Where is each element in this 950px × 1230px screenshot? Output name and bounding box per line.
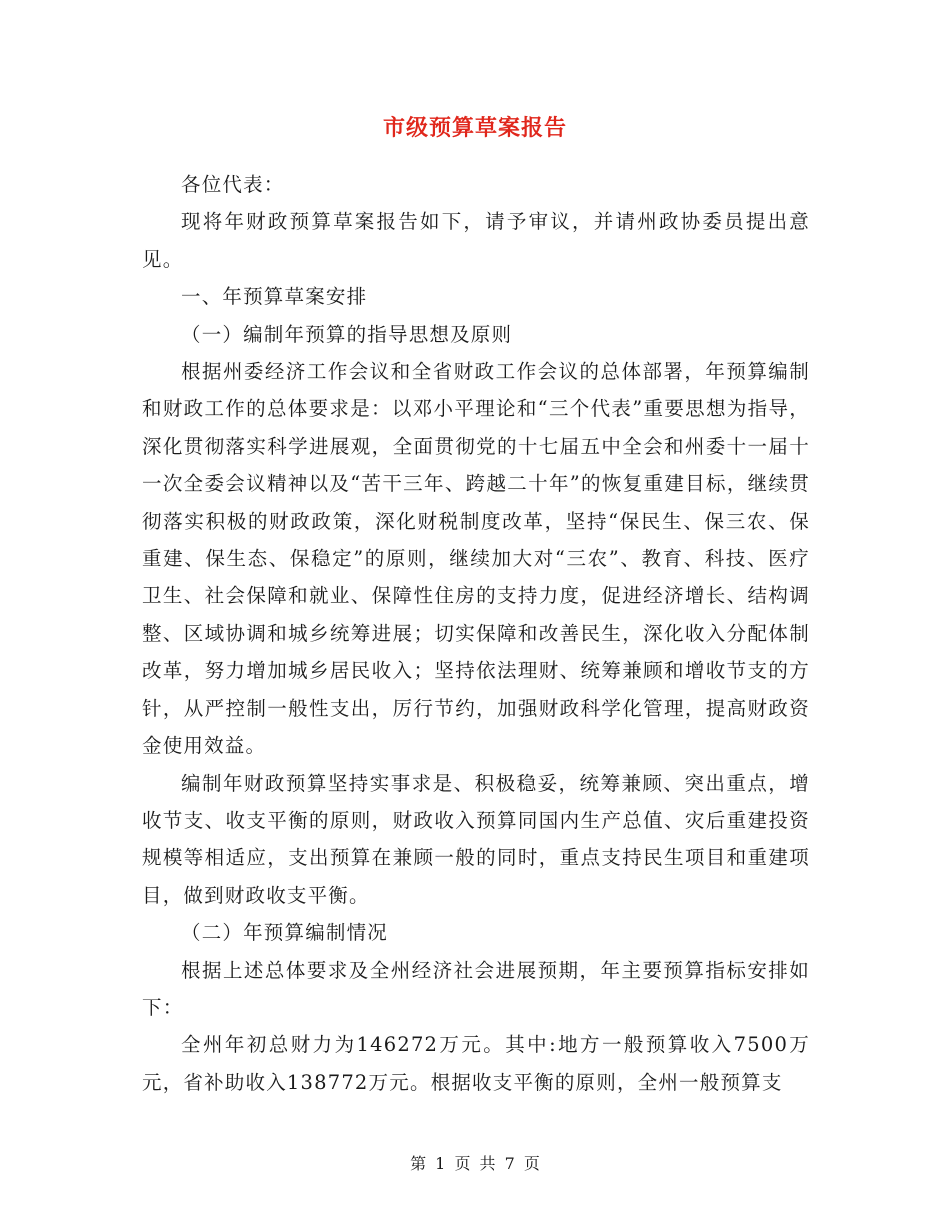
body-paragraph: 根据州委经济工作会议和全省财政工作会议的总体部署，年预算编制和财政工作的总体要求是：以邓小平理论和“三个代表”重要思想为指导，深化贯彻落实科学进展观，全面贯彻党的十七届五中全会和州委十一届十一次全委会议精神以及“苦干三年、跨越二十年”的恢复重建目标，继续贯彻落实积极的财政政策，深化财税制度改革，坚持“保民生、保三农、保重建、保生态、保稳定”的原则，继续加大对“三农”、教育、科技、医疗卫生、社会保障和就业、保障性住房的支持力度，促进经济增长、结构调整、区域协调和城乡统筹进展；切实保障和改善民生，深化收入分配体制改革，努力增加城乡居民收入；坚持依法理财、统筹兼顾和增收节支的方针，从严控制一般性支出，厉行节约，加强财政科学化管理，提高财政资金使用效益。 [142, 360, 810, 758]
body-paragraph: 全州年初总财力为146272万元。其中:地方一般预算收入7500万元，省补助收入138772万元。根据收支平衡的原则，全州一般预算支 [142, 1033, 810, 1094]
document-body [142, 166, 810, 1101]
subsection-heading-2: （二）年预算编制情况 [181, 921, 389, 945]
salutation: 各位代表： [181, 173, 285, 196]
page-number-footer: 第 1 页 共 7 页 [410, 1154, 540, 1173]
body-paragraph: 编制年财政预算坚持实事求是、积极稳妥，统筹兼顾、突出重点，增收节支、收支平衡的原则，财政收入预算同国内生产总值、灾后重建投资规模等相适应，支出预算在兼顾一般的同时，重点支持民生项目和重建项目，做到财政收支平衡。 [142, 771, 810, 907]
document-title: 市级预算草案报告 [382, 115, 567, 141]
subsection-heading-1: （一）编制年预算的指导思想及原则 [181, 322, 513, 346]
intro-paragraph: 现将年财政预算草案报告如下，请予审议，并请州政协委员提出意见。 [142, 210, 810, 271]
section-heading-1: 一、年预算草案安排 [181, 285, 368, 309]
body-paragraph: 根据上述总体要求及全州经济社会进展预期，年主要预算指标安排如下： [142, 958, 810, 1019]
